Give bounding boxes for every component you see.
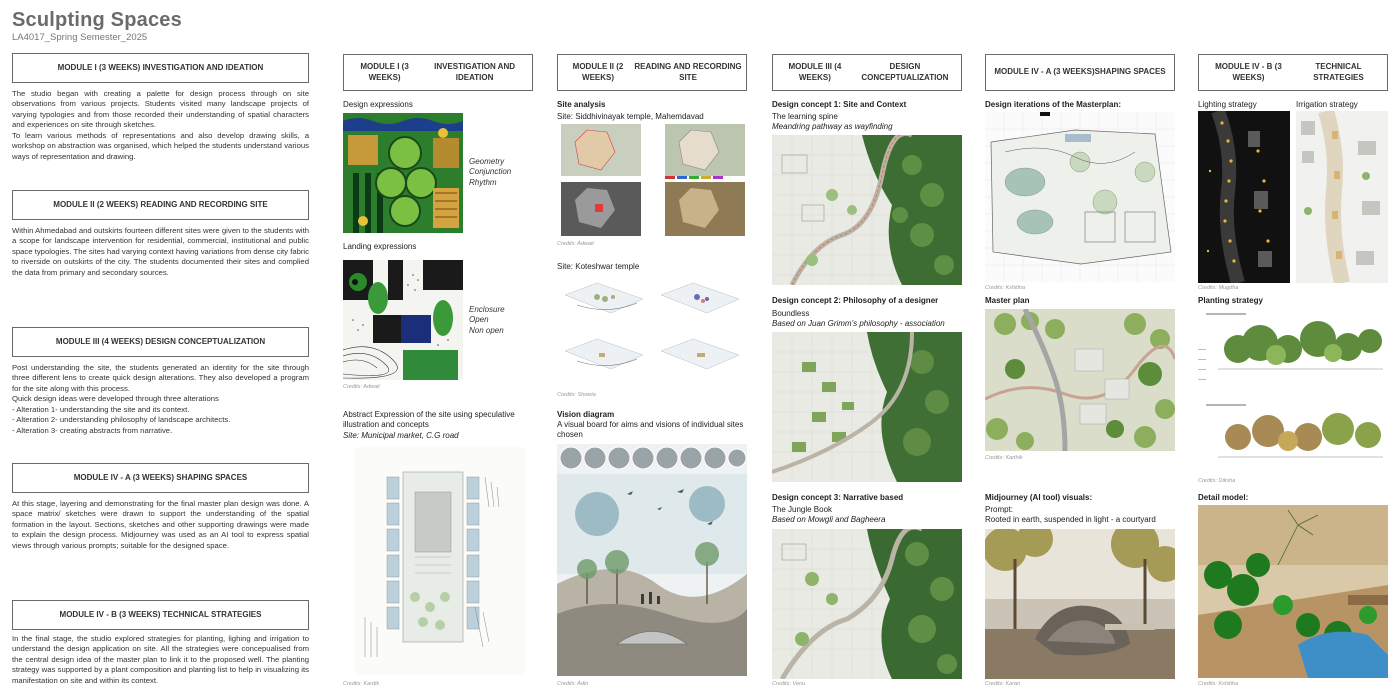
module-2-text: Within Ahmedabad and outskirts fourteen different sites were given to the students with a scope for landscape intervention for residential, commercial, institutional and public space typologies. The sites had varying context having variations from dense city fabric to riverside on outskirts of the city. The students documented their sites and complied the data from primary and secondary sources. — [12, 226, 309, 277]
midjourney-prompt: Rooted in earth, suspended in light - a courtyard — [985, 515, 1156, 524]
module-1-heading: MODULE I (3 WEEKS) INVESTIGATION AND IDEATION — [12, 53, 309, 83]
col2-credit-3: Credits: Adin — [557, 681, 589, 687]
module-4a-text: At this stage, layering and demonstrating for the final master plan design was done. A space matrix/ sketches were drawn to support the understanding of the spatial formation in the layout. Sections, sketches and other supporting drawings were made to explain the design process. Midjourney was used as an AI tool to express spatial views through various prompts; suitable for the designed space. — [12, 499, 309, 550]
col4-header-line1: MODULE IV - A (3 WEEKS) — [994, 67, 1095, 77]
landing-artwork — [343, 260, 463, 380]
word-non-open: Non open — [469, 325, 504, 335]
geometry-words — [469, 157, 511, 188]
word-geometry: Geometry — [469, 157, 505, 166]
concept-3-title: Design concept 3: Narrative based — [772, 493, 904, 502]
module-4a-heading: MODULE IV - A (3 WEEKS) SHAPING SPACES — [12, 463, 309, 493]
col3-header-line2: DESIGN CONCEPTUALIZATION — [861, 62, 949, 82]
module-4b-heading: MODULE IV - B (3 WEEKS) TECHNICAL STRATEGIES — [12, 600, 309, 630]
col5-header-line1: MODULE IV - B (3 WEEKS) — [1215, 62, 1282, 82]
module-3-text: Post understanding the site, the students generated an identity for the site through three different lens to create quick design alterations. They also developed a program for the site along with this process. Quick design ideas were developed through three alterations - Alteration 1- understanding the site and its context. - Alteration 2- understanding philosophy of landscape architects. - Alteration 3- creating abstracts from narrative. — [12, 363, 309, 435]
detail-model-photo — [1198, 505, 1388, 678]
landing-expressions-label: Landing expressions — [343, 242, 417, 251]
module-4b-text: In the final stage, the studio explored strategies for planting, lighing and irrigation to understand the design application on site. All the strategies were concepualised from the central design idea of the master plan to link it to the proposed well. The planting strategy was supported by a plant composition and planting list to help in visualizing its manifestation on site and within its context. — [12, 634, 309, 685]
geometry-artwork — [343, 113, 463, 233]
concept-1-title: Design concept 1: Site and Context — [772, 100, 907, 109]
lighting-label: Lighting strategy — [1198, 100, 1257, 109]
vision-collage — [557, 444, 747, 676]
midjourney-prompt-label: Prompt: — [985, 505, 1014, 514]
col2-module-header — [557, 54, 747, 91]
col1-header-line1: MODULE I (3 WEEKS) — [360, 62, 409, 82]
site-analysis-label: Site analysis — [557, 100, 606, 109]
col3-module-header — [772, 54, 962, 91]
col5-module-header — [1198, 54, 1388, 91]
col2-header-line2: READING AND RECORDING SITE — [634, 62, 742, 82]
concept-1-italic: Meandring pathway as wayfinding — [772, 122, 893, 131]
word-rhythm: Rhythm — [469, 177, 497, 187]
concept-2-italic: Based on Juan Grimm's philosophy - association — [772, 319, 945, 328]
concept-1-plan — [772, 135, 962, 285]
col3-header-line1: MODULE III (4 WEEKS) — [788, 62, 842, 82]
master-plan-drawing — [985, 309, 1175, 451]
col3-credit: Credits: Venu — [772, 681, 806, 687]
module-3-heading: MODULE III (4 WEEKS) DESIGN CONCEPTUALIZATION — [12, 327, 309, 357]
col4-credit-3: Credits: Karan — [985, 681, 1021, 687]
col4-credit-1: Credits: Kshitiha — [985, 285, 1026, 291]
iterations-title: Design iterations of the Masterplan: — [985, 100, 1122, 109]
col4-credit-2: Credits: Karthik — [985, 455, 1023, 461]
concept-3-plan — [772, 529, 962, 679]
detail-model-title: Detail model: — [1198, 493, 1249, 502]
design-expressions-label: Design expressions — [343, 100, 413, 109]
module-1-text: The studio began with creating a palette for design process through on site observations from various projects. Students visited many landscape projects of varying typologies and from those recorded their understanding of spatial characters and experiences on site through sketches. To learn various methods of representations and also develop drawing skills, a workshop on abstraction was organised, which helped the students understand various ways of representation and drawing. — [12, 89, 309, 161]
planting-sections — [1198, 309, 1388, 475]
module-2-heading: MODULE II (2 WEEKS) READING AND RECORDING SITE — [12, 190, 309, 220]
lighting-plan — [1198, 111, 1290, 283]
site-1-label: Site: Siddhivinayak temple, Mahemdavad — [557, 112, 704, 121]
landing-words — [469, 305, 505, 336]
col5-header-line2: TECHNICAL STRATEGIES — [1313, 62, 1364, 82]
col5-credit-1: Credits: Mugdha — [1198, 285, 1239, 291]
col4-header-line2: SHAPING SPACES — [1094, 67, 1166, 77]
planting-title: Planting strategy — [1198, 296, 1263, 305]
word-enclosure: Enclosure — [469, 305, 505, 314]
abstract-sketch — [355, 447, 525, 675]
col1-credit-2: Credits: Kardik — [343, 681, 380, 687]
concept-2-sub: Boundless — [772, 309, 810, 318]
word-conjunction: Conjunction — [469, 167, 512, 177]
word-open: Open — [469, 315, 489, 325]
col1-module-header — [343, 54, 533, 91]
concept-3-sub: The Jungle Book — [772, 505, 833, 514]
abstract-caption: Abstract Expression of the site using speculative illustration and concepts — [343, 410, 515, 430]
col2-credit-2: Credits: Shweta — [557, 392, 596, 398]
col2-credit-1: Credits: Adwait — [557, 241, 594, 247]
page-subtitle: LA4017_Spring Semester_2025 — [12, 32, 148, 43]
koteshwar-axonometrics — [557, 275, 747, 387]
abstract-site: Site: Municipal market, C.G road — [343, 431, 459, 440]
col5-credit-3: Credits: Kshitiha — [1198, 681, 1239, 687]
concept-1-sub: The learning spine — [772, 112, 838, 121]
col4-module-header — [985, 54, 1175, 91]
col1-credit-1: Credits: Adwait — [343, 384, 380, 390]
col1-header-line2: INVESTIGATION AND IDEATION — [434, 62, 516, 82]
page-title: Sculpting Spaces — [12, 9, 182, 31]
col2-header-line1: MODULE II (2 WEEKS) — [572, 62, 624, 82]
concept-2-plan — [772, 332, 962, 482]
site-2-label: Site: Koteshwar temple — [557, 262, 640, 271]
concept-3-italic: Based on Mowgli and Bagheera — [772, 515, 886, 524]
iterations-drawing — [985, 112, 1175, 282]
master-plan-title: Master plan — [985, 296, 1030, 305]
midjourney-title: Midjourney (AI tool) visuals: — [985, 493, 1093, 502]
col5-credit-2: Credits: Diksha — [1198, 478, 1236, 484]
concept-2-title: Design concept 2: Philosophy of a designer — [772, 296, 939, 305]
irrigation-label: Irrigation strategy — [1296, 100, 1358, 109]
vision-title: Vision diagram — [557, 410, 615, 419]
vision-text: A visual board for aims and visions of individual sites chosen — [557, 420, 744, 440]
midjourney-render — [985, 529, 1175, 679]
irrigation-plan — [1296, 111, 1388, 283]
site-analysis-maps — [557, 122, 747, 238]
